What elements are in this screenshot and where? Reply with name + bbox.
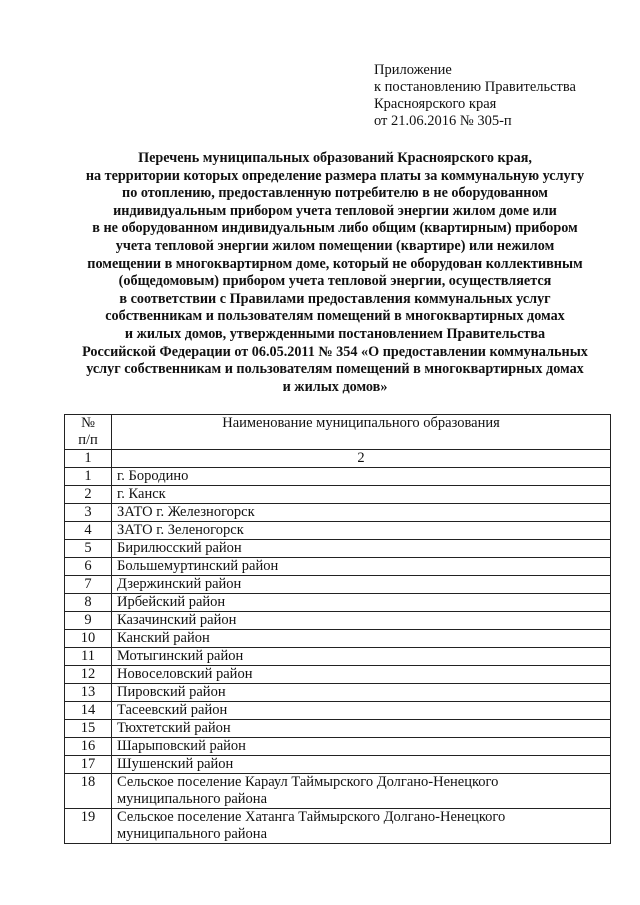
row-municipality-name: ЗАТО г. Железногорск	[112, 504, 611, 522]
title-line: помещении в многоквартирном доме, который не оборудован коллективным	[87, 255, 583, 272]
column-index-number: 1	[65, 450, 112, 468]
row-number: 3	[65, 504, 112, 522]
table-row	[65, 468, 611, 486]
table-row	[65, 774, 611, 809]
row-number: 15	[65, 720, 112, 738]
row-municipality-name: Ирбейский район	[112, 594, 611, 612]
table-row	[65, 630, 611, 648]
row-number: 5	[65, 540, 112, 558]
row-number: 11	[65, 648, 112, 666]
table-row	[65, 486, 611, 504]
title-line: индивидуальным прибором учета тепловой энергии жилом доме или	[113, 202, 557, 219]
appendix-line: Приложение	[374, 62, 452, 78]
row-number: 17	[65, 756, 112, 774]
table-row	[65, 504, 611, 522]
header-name: Наименование муниципального образования	[112, 415, 611, 450]
title-line: учета тепловой энергии жилом помещении (квартире) или нежилом	[115, 237, 555, 254]
row-number: 14	[65, 702, 112, 720]
row-municipality-name: Сельское поселение Караул Таймырского Долгано-Ненецкого муниципального района	[112, 774, 611, 809]
title-line: и жилых домов, утвержденными постановлением Правительства	[124, 325, 546, 342]
row-number: 1	[65, 468, 112, 486]
table-row	[65, 540, 611, 558]
table-row	[65, 612, 611, 630]
row-municipality-name: Тюхтетский район	[112, 720, 611, 738]
title-line: и жилых домов»	[282, 378, 388, 395]
table-row	[65, 702, 611, 720]
appendix-line: от 21.06.2016 № 305-п	[374, 113, 512, 129]
table-body	[65, 468, 611, 844]
header-number	[65, 415, 112, 450]
row-municipality-name: Дзержинский район	[112, 576, 611, 594]
table-row	[65, 809, 611, 844]
row-municipality-name: г. Бородино	[112, 468, 611, 486]
row-number: 12	[65, 666, 112, 684]
appendix-note	[374, 62, 576, 130]
title-line: Российской Федерации от 06.05.2011 № 354 «О предоставлении коммунальных	[82, 343, 588, 360]
table-row	[65, 684, 611, 702]
row-number: 6	[65, 558, 112, 576]
row-municipality-name: Сельское поселение Хатанга Таймырского Долгано-Ненецкого муниципального района	[112, 809, 611, 844]
document-title	[40, 150, 630, 396]
row-municipality-name: Бирилюсский район	[112, 540, 611, 558]
row-municipality-name: Мотыгинский район	[112, 648, 611, 666]
row-municipality-name: Казачинский район	[112, 612, 611, 630]
row-municipality-name: Канский район	[112, 630, 611, 648]
row-number: 4	[65, 522, 112, 540]
title-line: услуг собственникам и пользователям помещений в многоквартирных домах	[86, 361, 584, 378]
appendix-line: к постановлению Правительства	[374, 79, 576, 95]
row-municipality-name: г. Канск	[112, 486, 611, 504]
row-number: 13	[65, 684, 112, 702]
table-header-row	[65, 415, 611, 450]
header-number-line: №	[81, 415, 95, 431]
table-row	[65, 648, 611, 666]
row-municipality-name: Новоселовский район	[112, 666, 611, 684]
row-number: 18	[65, 774, 112, 809]
row-number: 8	[65, 594, 112, 612]
table-row	[65, 594, 611, 612]
row-municipality-name: Шарыповский район	[112, 738, 611, 756]
row-number: 19	[65, 809, 112, 844]
row-municipality-name: Шушенский район	[112, 756, 611, 774]
row-municipality-name: Тасеевский район	[112, 702, 611, 720]
title-line: на территории которых определение размера платы за коммунальную услугу	[85, 167, 585, 184]
table-row	[65, 522, 611, 540]
row-number: 16	[65, 738, 112, 756]
row-municipality-name: Пировский район	[112, 684, 611, 702]
title-line: Перечень муниципальных образований Красноярского края,	[138, 150, 532, 166]
title-line: в соответствии с Правилами предоставления коммунальных услуг	[119, 290, 551, 307]
municipalities-table	[64, 414, 611, 844]
table-row	[65, 738, 611, 756]
row-number: 10	[65, 630, 112, 648]
title-line: в не оборудованном индивидуальным либо общим (квартирным) прибором	[92, 220, 578, 237]
title-line: по отоплению, предоставленную потребителю в не оборудованном	[122, 185, 548, 202]
table-row	[65, 756, 611, 774]
table-row	[65, 666, 611, 684]
title-line: (общедомовым) прибором учета тепловой энергии, осуществляется	[118, 273, 552, 290]
column-index-row	[65, 450, 611, 468]
row-number: 7	[65, 576, 112, 594]
title-line: собственникам и пользователям помещений в многоквартирных домах	[105, 308, 565, 325]
column-index-name: 2	[112, 450, 611, 468]
row-number: 9	[65, 612, 112, 630]
header-number-line: п/п	[78, 432, 98, 448]
row-municipality-name: ЗАТО г. Зеленогорск	[112, 522, 611, 540]
table-row	[65, 720, 611, 738]
row-municipality-name: Большемуртинский район	[112, 558, 611, 576]
row-number: 2	[65, 486, 112, 504]
table-row	[65, 558, 611, 576]
table-row	[65, 576, 611, 594]
appendix-line: Красноярского края	[374, 96, 497, 112]
